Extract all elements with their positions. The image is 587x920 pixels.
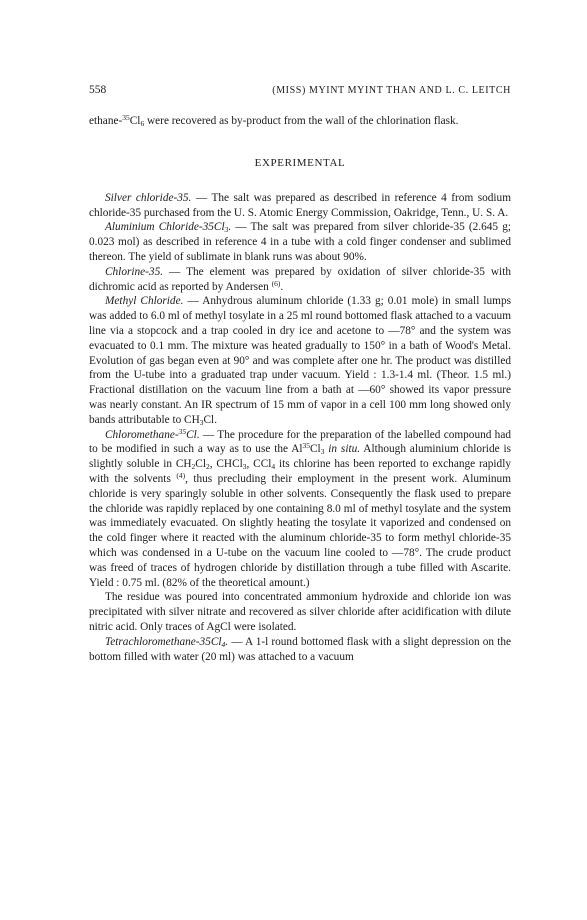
- paragraph-tetrachloromethane: Tetrachloromethane-$35Cl_4$. — A 1-l round bottomed flask with a slight depression on the bottom filled with water (20 ml) was attached to a vacuum: [89, 635, 511, 663]
- header-authors: (MISS) MYINT MYINT THAN AND L. C. LEITCH: [272, 85, 511, 96]
- paragraph-silver-chloride: Silver chloride-35. — The salt was prepared as described in reference 4 from sodium chloride-35 purchased from the U. S. Atomic Energy Commission, Oakridge, Tenn., U. S. A.: [89, 191, 511, 219]
- page-number: 558: [89, 84, 107, 96]
- paragraph-chlorine: Chlorine-35. — The element was prepared by oxidation of silver chloride-35 with dichromic acid as reported by Andersen $^{(6)}$.: [89, 265, 511, 293]
- paragraph-lead: Chloromethane-$^{35}$Cl.: [105, 426, 200, 441]
- paragraph-lead: Tetrachloromethane-$35Cl_4$.: [105, 635, 229, 649]
- paragraph-lead: Aluminium Chloride-$35Cl_3$.: [105, 221, 232, 235]
- document-page: [89, 84, 511, 664]
- paragraph-aluminium-chloride: Aluminium Chloride-$35Cl_3$. — The salt was prepared from silver chloride-35 (2.645 g; 0.023 mol) as described in reference 4 in a tube with a cold finger condenser and sublimed thereon. The yield of sublimate in blank runs was about 90%.: [89, 221, 511, 263]
- paragraph-continuation: ethane-$^{35}Cl_6$ were recovered as by-product from the wall of the chlorination flask.: [89, 113, 459, 128]
- running-head: [89, 84, 511, 100]
- paragraph-chloromethane: Chloromethane-$^{35}$Cl. — The procedure for the preparation of the labelled compound had to be modified in such a way as to use the $Al^{35}Cl_3$ in situ. Although aluminium chloride is slightly soluble in $CH_2Cl_2$, CHCl$_3$, CCl$_4$ its chlorine has been reported to exchange rapidly with the solvents $^{(4)}$, thus precluding their employment in the present work. Aluminum chloride is very sparingly soluble in other solvents. Consequently the flask used to prepare the chloride was rapidly replaced by one containing 8.0 ml of methyl tosylate and the system was immediately evacuated. On slightly heating the tosylate it vaporized and condensed on the cold finger where it reacted with the aluminum chloride-35 to form methyl chloride-35 which was condensed in a U-tube on the vacuum line cooled to —78°. The crude product was freed of traces of hydrogen chloride by distillation through a tube filled with Ascarite. Yield : 0.75 ml. (82% of the theoretical amount.): [89, 426, 511, 589]
- paragraph-methyl-chloride: Methyl Chloride. — Anhydrous aluminum chloride (1.33 g; 0.01 mole) in small lumps was added to 6.0 ml of methyl tosylate in a 25 ml round bottomed flask attached to a vacuum line via a stopcock and a trap cooled in dry ice and acetone to —78° and the system was evacuated to 0.1 mm. The mixture was heated gradually to 150° in a bath of Wood's Metal. Evolution of gas began even at 90° and was complete after one hr. The product was distilled from the U-tube into a graduated trap under vacuum. Yield : 1.3-1.4 ml. (Theor. 1.5 ml.) Fractional distillation on the vacuum line from a bath at —60° showed its vapor pressure was nearly constant. An IR spectrum of 15 mm of vapor in a cell 100 mm long showed only bands attributable to $CH_3Cl$.: [89, 295, 512, 427]
- paragraph-residue: The residue was poured into concentrated ammonium hydroxide and chloride ion was precipitated with silver nitrate and recovered as silver chloride after acidification with dilute nitric acid. Only traces of AgCl were isolated.: [89, 591, 511, 633]
- section-heading: EXPERIMENTAL: [254, 156, 346, 169]
- reference-marker: (4): [176, 470, 186, 480]
- paragraph-lead: Chlorine-35.: [105, 265, 164, 278]
- reference-marker: (6): [271, 278, 281, 288]
- paragraph-lead: Methyl Chloride.: [105, 295, 184, 308]
- paragraph-lead: Silver chloride-35.: [105, 191, 192, 204]
